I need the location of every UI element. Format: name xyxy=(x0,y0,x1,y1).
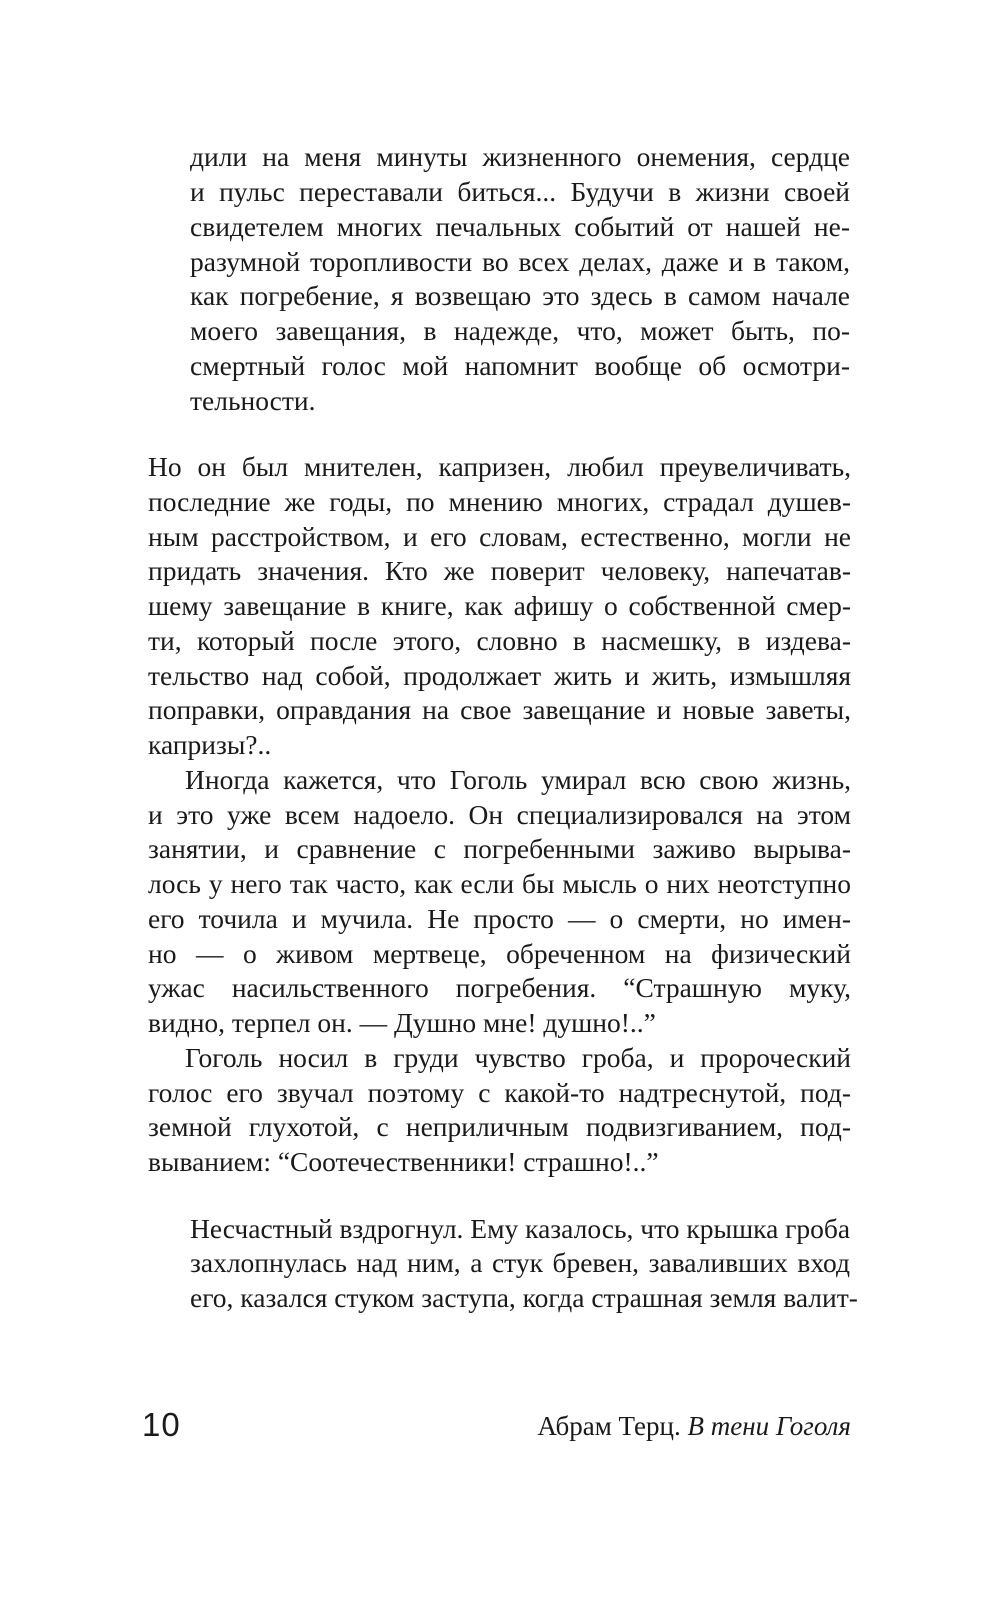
page-number: 10 xyxy=(142,1406,181,1443)
paragraph-line: капризы?.. xyxy=(148,729,272,760)
paragraph-line: Иногда кажется, что Гоголь умирал всю свою жизнь, xyxy=(185,764,851,795)
paragraph-line: выванием: “Соотечественники! страшно!..” xyxy=(148,1146,659,1177)
paragraph-line: и это уже всем надоело. Он специализировался на этом xyxy=(148,799,851,830)
paragraph-line: Но он был мнителен, капризен, любил преувеличивать, xyxy=(148,451,851,482)
paragraph-line: но — о живом мертвеце, обреченном на физический xyxy=(148,938,851,969)
quote-line: дили на меня минуты жизненного онемения, сердце xyxy=(190,141,850,172)
paragraph-line: придать значения. Кто же поверит человеку, напечатав- xyxy=(148,555,851,586)
paragraph-line: последние же годы, по мнению многих, страдал душев- xyxy=(148,486,851,517)
quote-line: тельности. xyxy=(190,385,316,416)
quote-line: разумной торопливости во всех делах, даже и в таком, xyxy=(190,246,850,277)
quote-line: Несчастный вздрогнул. Ему казалось, что крышка гроба xyxy=(190,1213,851,1244)
paragraph-line: Гоголь носил в груди чувство гроба, и пророческий xyxy=(185,1042,851,1073)
quote-line: моего завещания, в надежде, что, может быть, по- xyxy=(190,315,850,346)
paragraph-line: лось у него так часто, как если бы мысль о них неотступно xyxy=(148,868,851,899)
paragraph-line: его точила и мучила. Не просто — о смерти, но имен- xyxy=(148,903,851,934)
quote-line: как погребение, я возвещаю это здесь в самом начале xyxy=(190,280,850,311)
paragraph-line: ным расстройством, и его словам, естественно, могли не xyxy=(148,521,851,552)
paragraph-line: занятии, и сравнение с погребенными заживо вырыва- xyxy=(148,833,851,864)
quote-line: свидетелем многих печальных событий от нашей не- xyxy=(190,211,850,242)
quote-line: его, казался стуком заступа, когда страшная земля валит- xyxy=(190,1282,858,1313)
footer-book-title: В тени Гоголя xyxy=(687,1411,851,1441)
quote-line: захлопнулась над ним, а стук бревен, заваливших вход xyxy=(190,1247,850,1278)
paragraph-line: голос его звучал поэтому с какой-то надтреснутой, под- xyxy=(148,1077,851,1108)
paragraph-line: поправки, оправдания на свое завещание и новые заветы, xyxy=(148,694,851,725)
paragraph-line: земной глухотой, с неприличным подвизгиванием, под- xyxy=(148,1111,851,1142)
paragraph-line: шему завещание в книге, как афишу о собственной смер- xyxy=(148,590,851,621)
paragraph-line: видно, терпел он. — Душно мне! душно!..” xyxy=(148,1007,656,1038)
running-footer xyxy=(537,1407,851,1445)
paragraph-line: тельство над собой, продолжает жить и жить, измышляя xyxy=(148,660,851,691)
paragraph-line: ти, который после этого, словно в насмешку, в издева- xyxy=(148,625,851,656)
paragraph-line: ужас насильственного погребения. “Страшную муку, xyxy=(148,972,851,1003)
footer-author: Абрам Терц. xyxy=(537,1411,681,1441)
quote-line: смертный голос мой напомнит вообще об осмотри- xyxy=(190,350,850,381)
quote-line: и пульс переставали биться... Будучи в жизни своей xyxy=(190,176,850,207)
